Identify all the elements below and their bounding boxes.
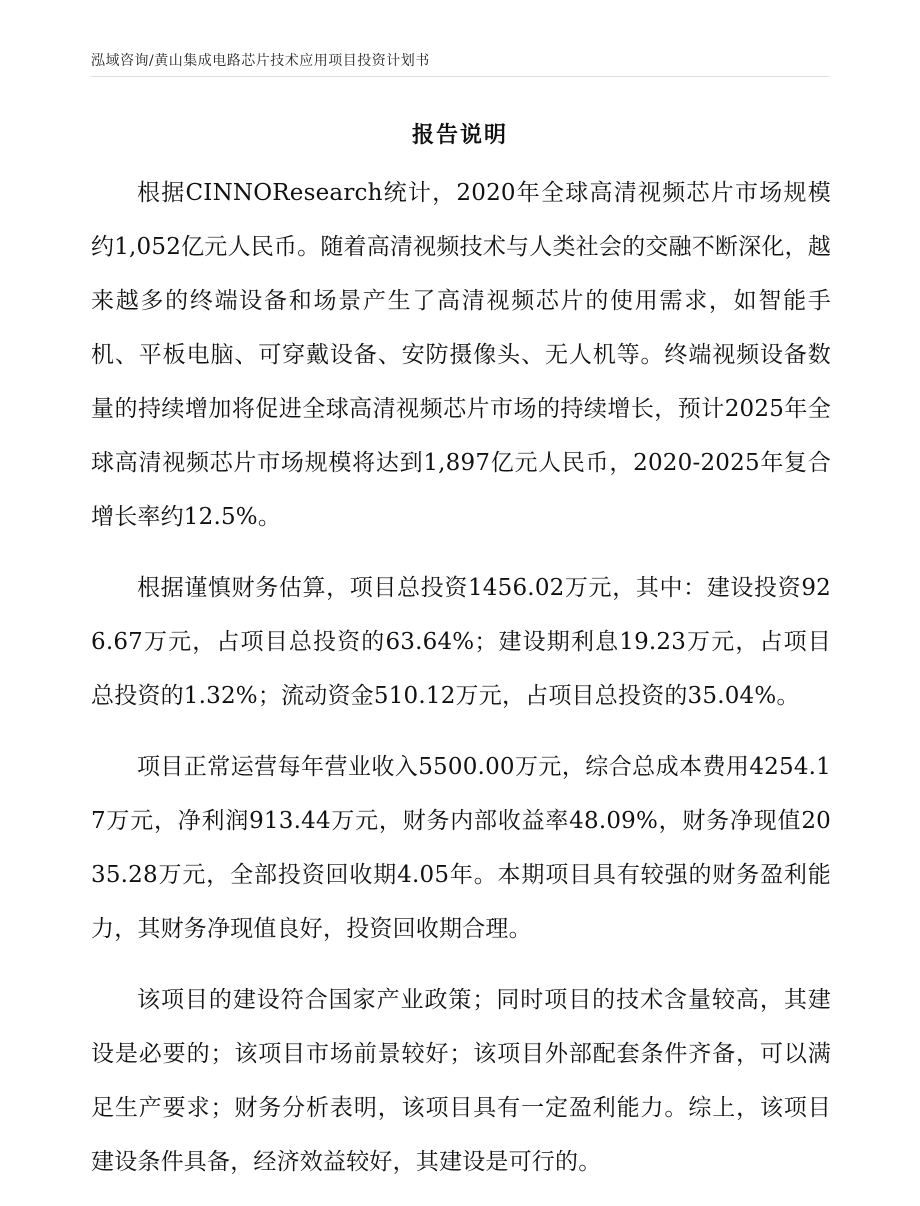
paragraph-conclusion: 该项目的建设符合国家产业政策；同时项目的技术含量较高，其建设是必要的；该项目市场前景较好；该项目外部配套条件齐备，可以满足生产要求；财务分析表明，该项目具有一定盈利能力。综上，该项目建设条件具备，经济效益较好，其建设是可行的。 [91, 987, 831, 1175]
body-text [91, 166, 831, 1206]
page-title: 报告说明 [411, 123, 508, 148]
paragraph-investment-estimate: 根据谨慎财务估算，项目总投资1456.02万元，其中：建设投资926.67万元，占项目总投资的63.64%；建设期利息19.23万元，占项目总投资的1.32%；流动资金510.12万元，占项目总投资的35.04%。 [91, 575, 831, 709]
header-divider [91, 76, 829, 77]
paragraph-financial-performance: 项目正常运营每年营业收入5500.00万元，综合总成本费用4254.17万元，净利润913.44万元，财务内部收益率48.09%，财务净现值2035.28万元，全部投资回收期4.05年。本期项目具有较强的财务盈利能力，其财务净现值良好，投资回收期合理。 [91, 754, 831, 942]
paragraph-market-overview: 根据CINNOResearch统计，2020年全球高清视频芯片市场规模约1,052亿元人民币。随着高清视频技术与人类社会的交融不断深化，越来越多的终端设备和场景产生了高清视频芯片的使用需求，如智能手机、平板电脑、可穿戴设备、安防摄像头、无人机等。终端视频设备数量的持续增加将促进全球高清视频芯片市场的持续增长，预计2025年全球高清视频芯片市场规模将达到1,897亿元人民币，2020-2025年复合增长率约12.5%。 [91, 180, 831, 530]
running-header: 泓域咨询/黄山集成电路芯片技术应用项目投资计划书 [91, 53, 430, 69]
